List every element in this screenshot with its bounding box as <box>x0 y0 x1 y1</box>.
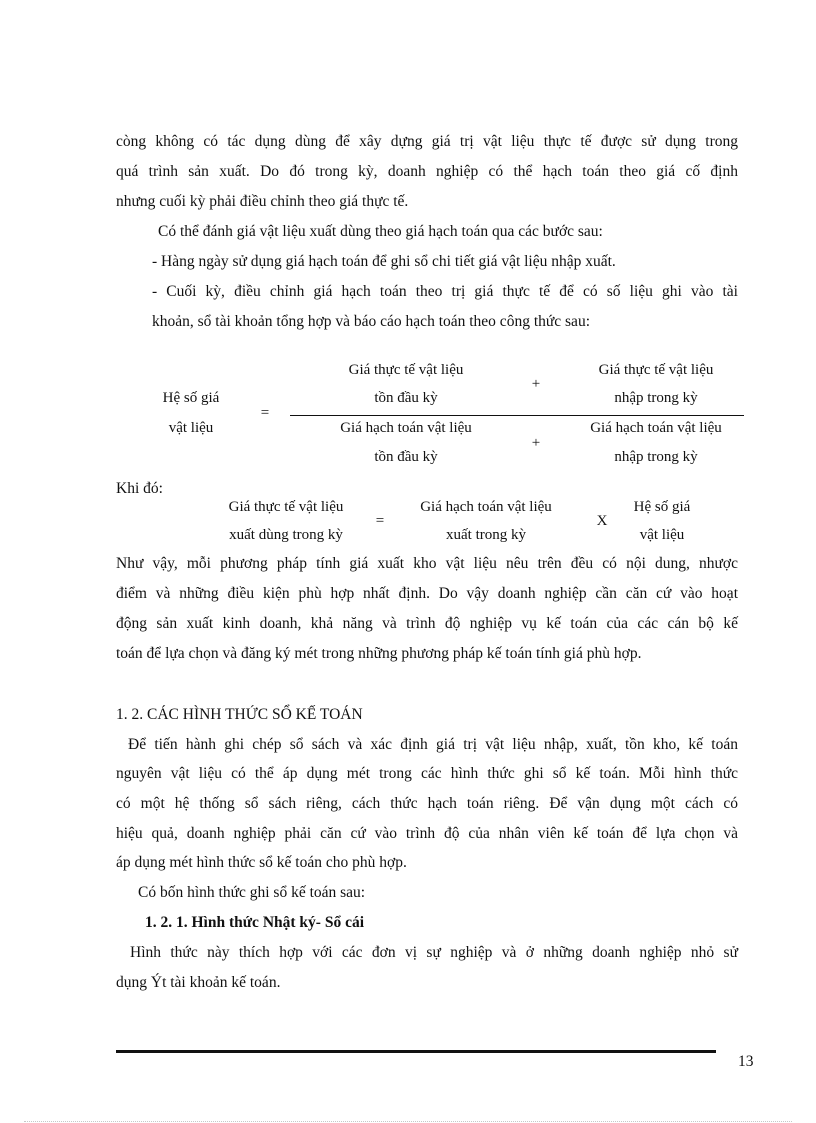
formula1-den-plus: + <box>531 435 541 451</box>
footer-rule <box>116 1050 716 1053</box>
forms-line-4: hiệu quả, doanh nghiệp phải căn cứ vào trình độ của nhân viên kế toán để lựa chọn và <box>116 825 738 842</box>
forms-line-1: Để tiến hành ghi chép sổ sách và xác định giá trị vật liệu nhập, xuất, tồn kho, kế toán <box>128 736 738 753</box>
formula2-times: X <box>596 513 608 529</box>
formula2-middle-1: Giá hạch toán vật liệu <box>420 499 552 515</box>
intro-line-2: quá trình sản xuất. Do đó trong kỳ, doanh nghiệp có thể hạch toán theo giá cố định <box>116 163 738 180</box>
formula2-left-2: xuất dùng trong kỳ <box>229 527 343 543</box>
formula1-num-left-2: tồn đầu kỳ <box>374 390 438 406</box>
methods-line-3: động sản xuất kinh doanh, khả năng và trình độ nghiệp vụ kế toán của các cán bộ kế <box>116 615 738 632</box>
formula1-equals: = <box>260 405 270 421</box>
last-line-2: dụng Ýt tài khoản kế toán. <box>116 974 281 991</box>
forms-line-5: áp dụng mét hình thức sổ kế toán cho phù hợp. <box>116 854 407 871</box>
page-bottom-border <box>24 1121 792 1122</box>
formula1-den-left-1: Giá hạch toán vật liệu <box>340 420 472 436</box>
formula1-lhs-line-2: vật liệu <box>168 420 214 436</box>
formula2-left-1: Giá thực tế vật liệu <box>228 499 344 515</box>
methods-line-4: toán để lựa chọn và đăng ký mét trong những phương pháp kế toán tính giá phù hợp. <box>116 645 642 662</box>
last-line-1: Hình thức này thích hợp với các đơn vị sự nghiệp và ở những doanh nghiệp nhỏ sử <box>130 944 738 961</box>
formula1-den-right-1: Giá hạch toán vật liệu <box>590 420 722 436</box>
section-heading: 1. 2. CÁC HÌNH THỨC SỔ KẾ TOÁN <box>116 706 363 723</box>
page-number: 13 <box>738 1053 754 1070</box>
formula1-num-right-2: nhập trong kỳ <box>614 390 698 406</box>
formula1-num-plus: + <box>531 376 541 392</box>
formula2-equals: = <box>375 513 385 529</box>
formula2-right-1: Hệ số giá <box>633 499 691 515</box>
fraction-bar <box>290 415 744 416</box>
forms-line-3: có một hệ thống sổ sách riêng, cách thức hạch toán riêng. Để vận dụng một cách có <box>116 795 738 812</box>
intro-line-3: nhưng cuối kỳ phải điều chỉnh theo giá thực tế. <box>116 193 409 210</box>
formula1-den-left-2: tồn đầu kỳ <box>374 449 438 465</box>
forms-line-2: nguyên vật liệu có thể áp dụng mét trong các hình thức ghi sổ kế toán. Mỗi hình thức <box>116 765 738 782</box>
formula1-den-right-2: nhập trong kỳ <box>614 449 698 465</box>
four-forms-intro: Có bốn hình thức ghi sổ kế toán sau: <box>138 884 366 901</box>
step-2-line-1: - Cuối kỳ, điều chỉnh giá hạch toán theo trị giá thực tế để có số liệu ghi vào tài <box>152 283 738 300</box>
khi-do-label: Khi đó: <box>116 480 163 497</box>
subheading: 1. 2. 1. Hình thức Nhật ký- Sổ cái <box>145 914 365 931</box>
formula1-lhs-line-1: Hệ số giá <box>162 390 220 406</box>
intro-line-1: còng không có tác dụng dùng để xây dựng giá trị vật liệu thực tế được sử dụng trong <box>116 133 738 150</box>
formula2-middle-2: xuất trong kỳ <box>446 527 526 543</box>
formula1-num-left-1: Giá thực tế vật liệu <box>348 362 464 378</box>
step-1: - Hàng ngày sử dụng giá hạch toán để ghi sổ chi tiết giá vật liệu nhập xuất. <box>152 253 616 270</box>
formula2-right-2: vật liệu <box>639 527 685 543</box>
methods-line-1: Như vậy, mỗi phương pháp tính giá xuất kho vật liệu nêu trên đều có nội dung, nhược <box>116 555 738 572</box>
step-2-line-2: khoản, sổ tài khoản tổng hợp và báo cáo hạch toán theo công thức sau: <box>152 313 590 330</box>
steps-intro: Có thể đánh giá vật liệu xuất dùng theo giá hạch toán qua các bước sau: <box>158 223 603 240</box>
methods-line-2: điểm và những điều kiện phù hợp nhất định. Do vậy doanh nghiệp cần căn cứ vào hoạt <box>116 585 738 602</box>
formula1-num-right-1: Giá thực tế vật liệu <box>598 362 714 378</box>
